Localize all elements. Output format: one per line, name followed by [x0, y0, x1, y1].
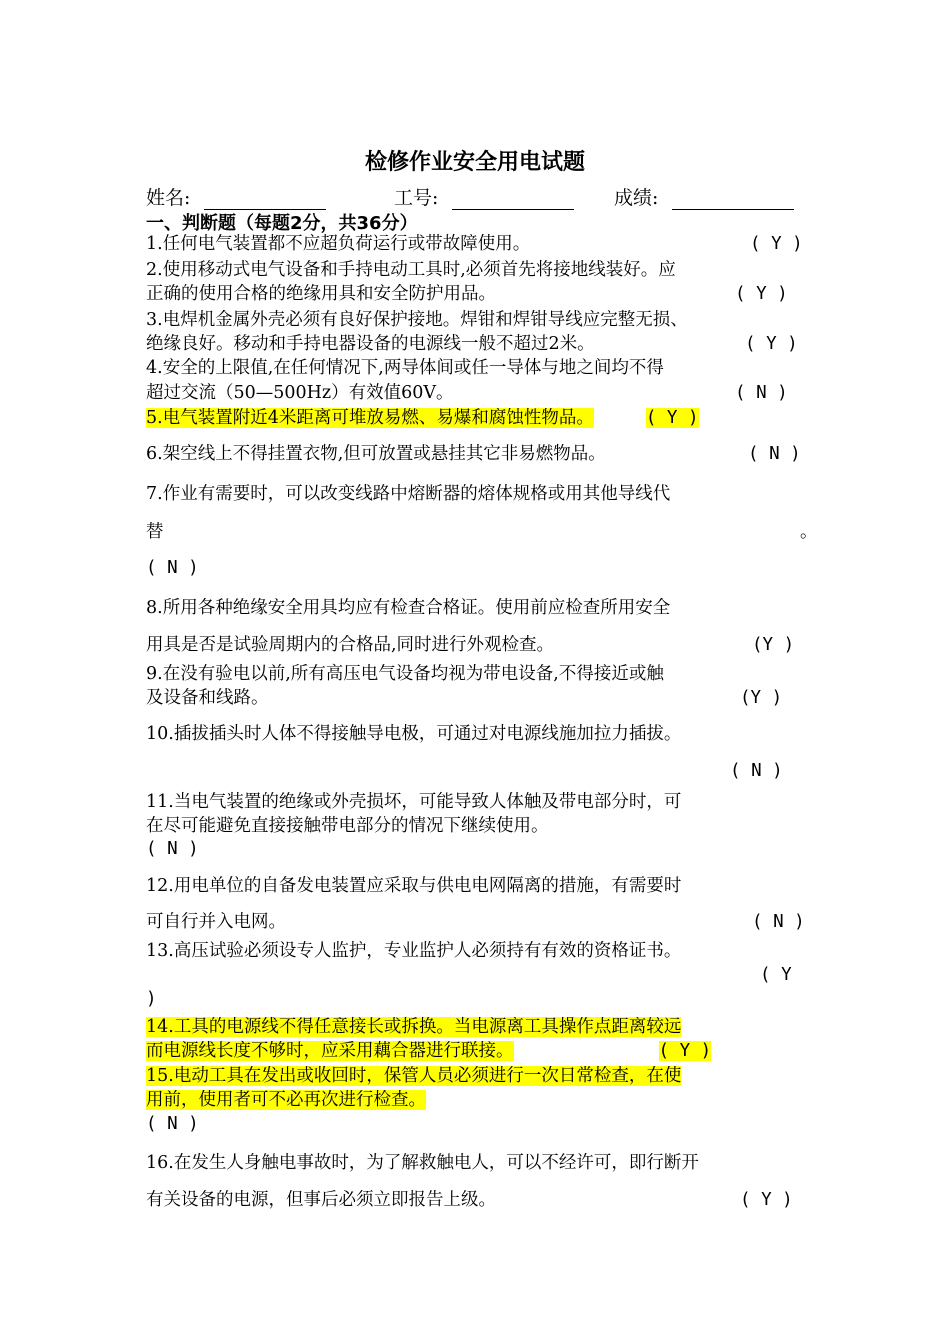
highlighted-text: 15.电动工具在发出或收回时，保管人员必须进行一次日常检查，在使: [146, 1066, 682, 1086]
highlighted-text: 用前，使用者可不必再次进行检查。: [146, 1090, 426, 1110]
exam-header: [146, 183, 826, 209]
question-line: [146, 1065, 681, 1087]
highlighted-text: 5.电气装置附近4米距离可堆放易燃、易爆和腐蚀性物品。: [146, 408, 594, 428]
question-line: 11.当电气装置的绝缘或外壳损坏，可能导致人体触及带电部分时，可: [146, 792, 682, 812]
highlighted-text: 14.工具的电源线不得任意接长或拆换。当电源离工具操作点距离较远: [146, 1017, 682, 1037]
answer-mark: ( Y ): [645, 408, 699, 428]
id-field: [394, 183, 574, 210]
question-line: 4.安全的上限值,在任何情况下,两导体间或任一导体与地之间均不得: [146, 358, 664, 378]
question-line: 2.使用移动式电气设备和手持电动工具时,必须首先将接地线装好。应: [146, 260, 676, 280]
question-line: [146, 1016, 681, 1038]
question-line: 替: [146, 522, 164, 542]
name-blank[interactable]: [204, 189, 326, 210]
answer-mark: ( Y ): [740, 1190, 793, 1210]
name-label: 姓名:: [146, 187, 191, 209]
answer-mark: ( Y ): [735, 284, 788, 304]
answer-mark: ): [146, 989, 157, 1009]
score-label: 成绩:: [614, 187, 659, 209]
question-line: 6.架空线上不得挂置衣物,但可放置或悬挂其它非易燃物品。: [146, 444, 606, 464]
question-line: 正确的使用合格的绝缘用具和安全防护用品。: [146, 284, 496, 304]
question-line: [146, 1089, 426, 1111]
answer-mark: ( N ): [752, 912, 805, 932]
question-line: 在尽可能避免直接接触带电部分的情况下继续使用。: [146, 816, 549, 836]
answer-mark: ( Y ): [745, 334, 798, 354]
answer-mark: ( N ): [146, 839, 199, 859]
question-line: 用具是否是试验周期内的合格品,同时进行外观检查。: [146, 635, 555, 655]
question-line: 16.在发生人身触电事故时，为了解救触电人，可以不经许可，即行断开: [146, 1153, 699, 1173]
punctuation-mark: 。: [800, 522, 818, 542]
question-line: 7.作业有需要时，可以改变线路中熔断器的熔体规格或用其他导线代: [146, 484, 671, 504]
highlighted-text: 而电源线长度不够时，应采用藕合器进行联接。: [146, 1041, 514, 1061]
question-line: 8.所用各种绝缘安全用具均应有检查合格证。使用前应检查所用安全: [146, 598, 671, 618]
answer-mark: ( Y: [760, 965, 792, 985]
id-blank[interactable]: [452, 189, 574, 210]
answer-mark: ( Y ): [658, 1041, 712, 1061]
answer-mark: (Y ): [752, 635, 795, 655]
question-line: 10.插拔插头时人体不得接触导电极，可通过对电源线施加拉力插拔。: [146, 724, 682, 744]
question-line: 9.在没有验电以前,所有高压电气设备均视为带电设备,不得接近或触: [146, 664, 664, 684]
question-line: 可自行并入电网。: [146, 912, 286, 932]
answer-mark: ( N ): [730, 761, 783, 781]
answer-mark: ( N ): [146, 1114, 199, 1134]
answer-mark: ( N ): [748, 444, 801, 464]
question-line: 3.电焊机金属外壳必须有良好保护接地。焊钳和焊钳导线应完整无损、: [146, 310, 688, 330]
score-blank[interactable]: [672, 189, 794, 210]
question-line: [146, 407, 699, 429]
question-line: 有关设备的电源，但事后必须立即报告上级。: [146, 1190, 496, 1210]
question-line: 1.任何电气装置都不应超负荷运行或带故障使用。: [146, 234, 531, 254]
score-field: [614, 183, 794, 210]
question-line: 13.高压试验必须设专人监护，专业监护人必须持有有效的资格证书。: [146, 941, 682, 961]
answer-mark: ( Y ): [750, 234, 803, 254]
answer-mark: (Y ): [740, 688, 783, 708]
question-line: [146, 1040, 711, 1062]
answer-mark: ( N ): [146, 558, 199, 578]
id-label: 工号:: [394, 187, 439, 209]
page-title: 检修作业安全用电试题: [364, 150, 585, 175]
name-field: [146, 183, 326, 210]
question-line: 超过交流（50—500Hz）有效值60V。: [146, 383, 454, 403]
question-line: 12.用电单位的自备发电装置应采取与供电电网隔离的措施，有需要时: [146, 876, 682, 896]
question-line: 及设备和线路。: [146, 688, 269, 708]
answer-mark: ( N ): [735, 383, 788, 403]
section-heading: 一、判断题（每题2分，共36分）: [146, 213, 418, 234]
question-line: 绝缘良好。移动和手持电器设备的电源线一般不超过2米。: [146, 334, 595, 354]
